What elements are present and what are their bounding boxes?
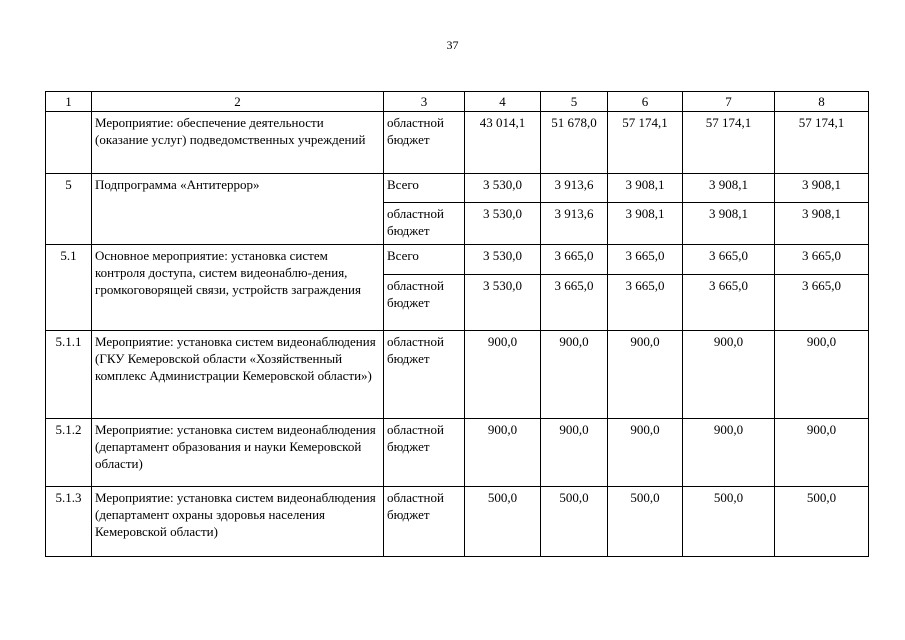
value-cell: 3 908,1	[683, 174, 775, 203]
row-number	[46, 112, 92, 174]
table-row	[46, 331, 869, 419]
value-cell: 500,0	[608, 487, 683, 557]
value-cell: 3 530,0	[465, 174, 541, 203]
row-number: 5	[46, 174, 92, 245]
value-cell: 3 530,0	[465, 203, 541, 245]
row-name: Мероприятие: установка систем видеонаблюдения (ГКУ Кемеровской области «Хозяйственный комплекс Администрации Кемеровской области»)	[92, 331, 384, 419]
row-number: 5.1.1	[46, 331, 92, 419]
value-cell: 3 665,0	[608, 245, 683, 275]
value-cell: 3 908,1	[683, 203, 775, 245]
value-cell: 3 665,0	[541, 245, 608, 275]
value-cell: 500,0	[683, 487, 775, 557]
value-cell: 900,0	[775, 419, 869, 487]
value-cell: 51 678,0	[541, 112, 608, 174]
funding-source: областной бюджет	[384, 203, 465, 245]
value-cell: 900,0	[465, 331, 541, 419]
header-row	[46, 92, 869, 112]
funding-source: Всего	[384, 174, 465, 203]
header-cell: 3	[384, 92, 465, 112]
table-row	[46, 487, 869, 557]
value-cell: 900,0	[683, 331, 775, 419]
value-cell: 3 908,1	[608, 174, 683, 203]
header-cell: 1	[46, 92, 92, 112]
value-cell: 900,0	[465, 419, 541, 487]
funding-source: областной бюджет	[384, 275, 465, 331]
row-number: 5.1.3	[46, 487, 92, 557]
row-name: Подпрограмма «Антитеррор»	[92, 174, 384, 245]
value-cell: 3 908,1	[608, 203, 683, 245]
value-cell: 3 665,0	[683, 245, 775, 275]
funding-source: областной бюджет	[384, 419, 465, 487]
value-cell: 57 174,1	[775, 112, 869, 174]
value-cell: 900,0	[775, 331, 869, 419]
value-cell: 900,0	[683, 419, 775, 487]
value-cell: 3 665,0	[608, 275, 683, 331]
header-cell: 5	[541, 92, 608, 112]
value-cell: 3 665,0	[541, 275, 608, 331]
row-name: Мероприятие: установка систем видеонаблюдения (департамент охраны здоровья населения Кемеровской области)	[92, 487, 384, 557]
header-cell: 8	[775, 92, 869, 112]
value-cell: 900,0	[541, 419, 608, 487]
value-cell: 900,0	[608, 419, 683, 487]
table-row	[46, 112, 869, 174]
funding-source: областной бюджет	[384, 331, 465, 419]
header-cell: 6	[608, 92, 683, 112]
value-cell: 3 665,0	[683, 275, 775, 331]
funding-source: областной бюджет	[384, 487, 465, 557]
value-cell: 3 913,6	[541, 174, 608, 203]
funding-source: областной бюджет	[384, 112, 465, 174]
value-cell: 3 665,0	[775, 245, 869, 275]
row-name: Основное мероприятие: установка систем контроля доступа, систем видеонаблю-дения, громкоговорящей связи, устройств заграждения	[92, 245, 384, 331]
value-cell: 900,0	[541, 331, 608, 419]
value-cell: 500,0	[465, 487, 541, 557]
row-number: 5.1.2	[46, 419, 92, 487]
header-cell: 4	[465, 92, 541, 112]
row-name: Мероприятие: обеспечение деятельности (оказание услуг) подведомственных учреждений	[92, 112, 384, 174]
table-row	[46, 174, 869, 203]
page-number: 37	[446, 38, 459, 52]
table-row	[46, 419, 869, 487]
value-cell: 3 908,1	[775, 203, 869, 245]
row-name: Мероприятие: установка систем видеонаблюдения (департамент образования и науки Кемеровской области)	[92, 419, 384, 487]
value-cell: 57 174,1	[683, 112, 775, 174]
value-cell: 500,0	[541, 487, 608, 557]
budget-table	[45, 91, 869, 557]
value-cell: 57 174,1	[608, 112, 683, 174]
value-cell: 43 014,1	[465, 112, 541, 174]
value-cell: 3 913,6	[541, 203, 608, 245]
row-number: 5.1	[46, 245, 92, 331]
table-row	[46, 245, 869, 275]
funding-source: Всего	[384, 245, 465, 275]
value-cell: 3 908,1	[775, 174, 869, 203]
header-cell: 7	[683, 92, 775, 112]
value-cell: 3 665,0	[775, 275, 869, 331]
header-cell: 2	[92, 92, 384, 112]
value-cell: 3 530,0	[465, 245, 541, 275]
value-cell: 500,0	[775, 487, 869, 557]
value-cell: 900,0	[608, 331, 683, 419]
value-cell: 3 530,0	[465, 275, 541, 331]
